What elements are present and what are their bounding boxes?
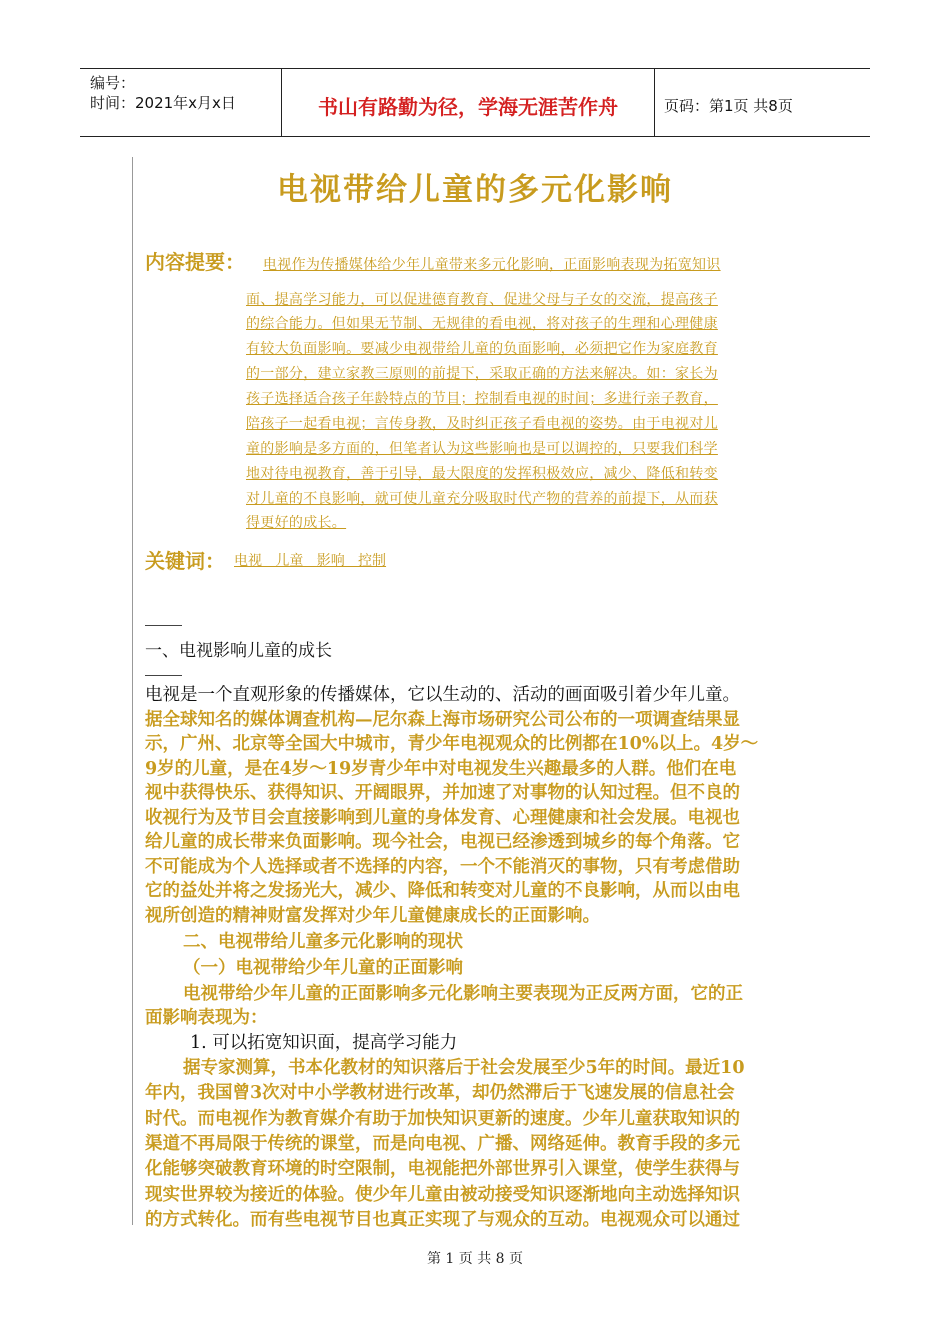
body-line: 9岁的儿童，是在4岁～19岁青少年中对电视发生兴趣最多的人群。他们在电 xyxy=(145,758,737,779)
margin-line xyxy=(132,157,133,1225)
keywords-label: 关键词： xyxy=(145,549,225,573)
short-rule xyxy=(145,625,182,626)
body-line: 视中获得快乐、获得知识、开阔眼界，并加速了对事物的认知过程。但不良的 xyxy=(145,783,740,803)
body-line: 视所创造的精神财富发挥对少年儿童健康成长的正面影响。 xyxy=(145,905,600,926)
body-line: 据专家测算，书本化教材的知识落后于社会发展至少5年的时间。最近10 xyxy=(183,1058,745,1078)
abstract-line: 的综合能力。但如果无节制、无规律的看电视，将对孩子的生理和心理健康 xyxy=(246,316,718,332)
abstract-line: 电视作为传播媒体给少年儿童带来多元化影响，正面影响表现为拓宽知识 xyxy=(263,257,721,273)
abstract-line: 的一部分，建立家教三原则的前提下，采取正确的方法来解决。如：家长为 xyxy=(246,366,718,382)
body-line: 电视带给少年儿童的正面影响多元化影响主要表现为正反两方面，它的正 xyxy=(183,984,743,1004)
body-line: 示，广州、北京等全国大中城市，青少年电视观众的比例都在10%以上。4岁～ xyxy=(145,734,759,754)
body-line: 它的益处并将之发扬光大，减少、降低和转变对儿童的不良影响，从而以由电 xyxy=(145,881,740,901)
abstract-line: 得更好的成长。 xyxy=(246,515,347,531)
body-line: 年内，我国曾3次对中小学教材进行改革，却仍然滞后于飞速发展的信息社会 xyxy=(145,1083,735,1104)
body-line: 面影响表现为： xyxy=(145,1008,268,1028)
abstract-label: 内容提要： xyxy=(145,250,245,274)
short-rule xyxy=(145,675,182,676)
body-line: 渠道不再局限于传统的课堂，而是向电视、广播、网络延伸。教育手段的多元 xyxy=(145,1133,740,1154)
body-line: 1. 可以拓宽知识面，提高学习能力 xyxy=(190,1033,458,1053)
body-line: 给儿童的成长带来负面影响。现今社会，电视已经渗透到城乡的每个角落。它 xyxy=(145,832,740,852)
document-title: 电视带给儿童的多元化影响 xyxy=(277,172,673,208)
body-line: 化能够突破教育环境的时空限制，电视能把外部世界引入课堂，使学生获得与 xyxy=(145,1159,740,1180)
abstract-line: 童的影响是多方面的，但笔者认为这些影响也是可以调控的，只要我们科学 xyxy=(246,441,718,457)
time-label: 时间：2021年x月x日 xyxy=(90,94,236,112)
abstract-line: 地对待电视教育，善于引导，最大限度的发挥积极效应，减少、降低和转变 xyxy=(246,466,718,482)
body-line: （一）电视带给少年儿童的正面影响 xyxy=(183,958,463,978)
header-page-info: 页码：第1页 共8页 xyxy=(664,97,793,115)
body-line: 电视是一个直观形象的传播媒体，它以生动的、活动的画面吸引着少年儿童。 xyxy=(145,685,740,705)
header-motto: 书山有路勤为径，学海无涯苦作舟 xyxy=(318,95,618,119)
body-line: 二、电视带给儿童多元化影响的现状 xyxy=(183,932,463,952)
number-label: 编号： xyxy=(90,74,136,92)
body-line: 的方式转化。而有些电视节目也真正实现了与观众的互动。电视观众可以通过 xyxy=(145,1209,740,1230)
abstract-line: 孩子选择适合孩子年龄特点的节目；控制看电视的时间；多进行亲子教育， xyxy=(246,391,718,407)
section-1-heading: 一、电视影响儿童的成长 xyxy=(145,641,332,661)
abstract-line: 面、提高学习能力，可以促进德育教育、促进父母与子女的交流，提高孩子 xyxy=(246,292,718,308)
page-footer: 第 1 页 共 8 页 xyxy=(426,1251,524,1267)
header-table xyxy=(80,68,870,137)
body-line: 收视行为及节目会直接影响到儿童的身体发育、心理健康和社会发展。电视也 xyxy=(145,807,740,828)
body-line: 时代。而电视作为教育媒介有助于加快知识更新的速度。少年儿童获取知识的 xyxy=(145,1108,740,1129)
body-line: 不可能成为个人选择或者不选择的内容，一个不能消灭的事物，只有考虑借助 xyxy=(145,856,740,877)
body-line: 据全球知名的媒体调查机构—尼尔森上海市场研究公司公布的一项调查结果显 xyxy=(145,709,740,730)
header-divider xyxy=(654,69,655,136)
abstract-line: 有较大负面影响。要减少电视带给儿童的负面影响，必须把它作为家庭教育 xyxy=(246,341,718,357)
body-line: 现实世界较为接近的体验。使少年儿童由被动接受知识逐渐地向主动选择知识 xyxy=(145,1184,740,1205)
abstract-line: 陪孩子一起看电视；言传身教，及时纠正孩子看电视的姿势。由于电视对儿 xyxy=(246,416,718,432)
abstract-line: 对儿童的不良影响，就可使儿童充分吸取时代产物的营养的前提下，从而获 xyxy=(246,491,718,507)
header-meta xyxy=(90,73,236,113)
keywords-text: 电视 儿童 影响 控制 xyxy=(234,553,387,569)
